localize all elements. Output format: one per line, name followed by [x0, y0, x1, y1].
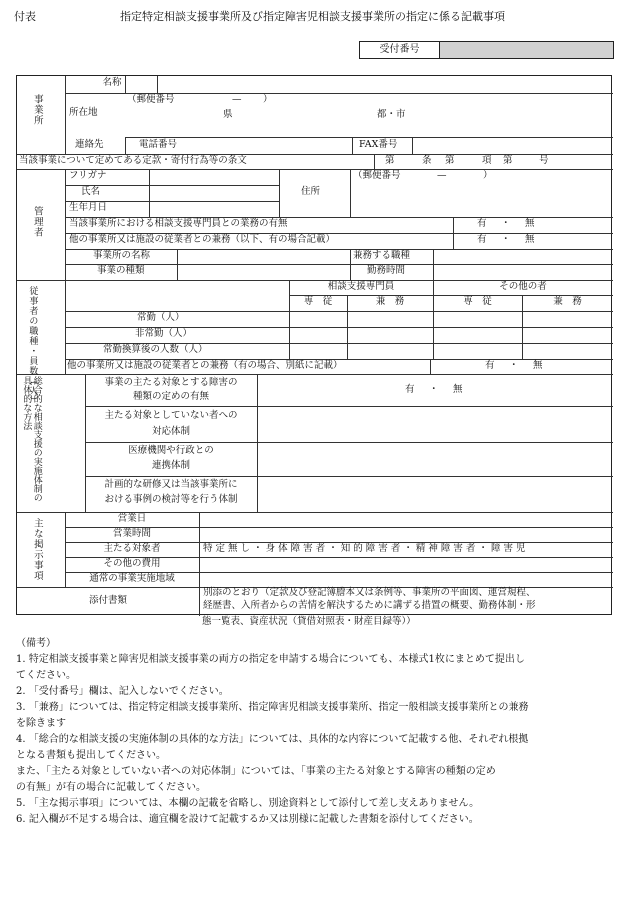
system-q1-line2: 種類の定めの有無 [132, 391, 209, 402]
receipt-number-field[interactable] [440, 42, 613, 58]
article-jo: 条 [422, 155, 432, 166]
manager-postal-dash: — [437, 170, 447, 181]
notice-service-area: 通常の事業実施地域 [89, 573, 175, 584]
attachments-line-3: 態一覧表、資産状況（貸借対照表・財産目録等）） [202, 616, 416, 627]
q1-ari[interactable]: 有 [477, 218, 487, 229]
q1-nashi[interactable]: 無 [525, 218, 535, 229]
phone-label: 電話番号 [139, 139, 178, 150]
manager-postal-close: ） [483, 170, 493, 181]
q1-dot: ・ [501, 218, 511, 229]
q2-nashi[interactable]: 無 [525, 234, 535, 245]
article-ko: 項 [482, 155, 492, 166]
application-form-table [16, 75, 612, 615]
manager-postal-label: （郵便番号 [353, 170, 401, 181]
notes-block [16, 636, 616, 828]
office-section-label: 事業所 [31, 94, 43, 126]
system-q3-line1: 医療機関や行政との [128, 445, 214, 456]
staff-dot: ・ [509, 360, 519, 371]
note-line: 4. 「総合的な相談支援の実施体制の具体的な方法」については、具体的な内容について記載する他、それぞれ根拠 [16, 734, 529, 745]
birth-date-label: 生年月日 [69, 202, 108, 213]
other-office-type-label: 事業の種類 [97, 265, 145, 276]
other-fulltime-label: 専 従 [463, 296, 492, 307]
staff-concurrent-label: 他の事業所又は施設の従業者との兼務（有の場合、別紙に記載） [67, 360, 343, 371]
consultant-fulltime-label: 専 従 [303, 296, 333, 307]
note-line: てください。 [16, 670, 76, 681]
office-postal-dash: — [232, 94, 242, 105]
concurrent-job-label: 兼務する職種 [353, 250, 411, 261]
system-section-label: 総合的な相談支援の実施体制の具体的な方法 [21, 376, 42, 502]
note-line: 5. 「主な掲示事項」については、本欄の記載を省略し、別途資料として添付して差し支えありません。 [16, 798, 480, 809]
attachments-line-2: 経歴書、入所者からの苦情を解決するために講ずる措置の概要、勤務体制・形 [203, 600, 536, 611]
contact-label: 連絡先 [75, 139, 104, 150]
notice-section-label: 主な掲示事項 [31, 518, 43, 581]
notice-business-days: 営業日 [117, 513, 147, 524]
staff-section-label: 従事者の職種・員数（人） [27, 286, 38, 406]
furigana-label: フリガナ [69, 170, 107, 181]
office-name-label: 名称 [102, 77, 122, 88]
staff-row-parttime: 非常勤（人） [135, 328, 193, 339]
attachments-line-1: 別添のとおり（定款及び登記簿謄本又は条例等、事業所の平面図、運営規程、 [203, 587, 536, 598]
note-line: を除きます [16, 718, 66, 729]
article-go: 号 [539, 155, 549, 166]
note-line: の有無」が有の場合に記載してください。 [16, 782, 206, 793]
manager-q2: 他の事業所又は施設の従業者との兼務（以下、有の場合記載） [69, 234, 336, 245]
office-postal-label: （郵便番号 [127, 94, 175, 105]
note-line: 1. 特定相談支援事業と障害児相談支援事業の両方の指定を申請する場合についても、本様式1枚にまとめて提出し [16, 654, 525, 665]
attachments-label: 添付書類 [88, 595, 127, 606]
form-label: 付表 [14, 10, 36, 23]
system-q4-line2: おける事例の検討等を行う体制 [104, 494, 238, 505]
receipt-number-label: 受付番号 [360, 42, 440, 58]
target-options[interactable]: 特 定 無 し ・ 身 体 障 害 者 ・ 知 的 障 害 者 ・ 精 神 障 害 者 ・ 障 害 児 [203, 543, 526, 554]
office-postal-close: ） [263, 94, 273, 105]
other-office-name-label: 事業所の名称 [93, 250, 151, 261]
article-dai-1: 第 [385, 155, 395, 166]
notice-main-target: 主たる対象者 [103, 543, 161, 554]
note-line: 3. 「兼務」については、指定特定相談支援事業所、指定障害児相談支援事業所、指定一般相談支援事業所との兼務 [16, 702, 529, 713]
manager-name-label: 氏名 [81, 186, 101, 197]
q2-ari[interactable]: 有 [477, 234, 487, 245]
articles-label: 当該事業について定めてある定款・寄付行為等の条文 [19, 155, 247, 166]
staff-nashi[interactable]: 無 [533, 360, 543, 371]
note-line: また、「主たる対象としていない者への対応体制」については、「事業の主たる対象とする障害の種類の定め [16, 766, 496, 777]
city-label: 都・市 [377, 109, 406, 120]
other-staff-group-label: その他の者 [499, 281, 547, 292]
article-dai-3: 第 [503, 155, 513, 166]
note-line: 2. 「受付番号」欄は、記入しないでください。 [16, 686, 229, 697]
other-concurrent-label: 兼 務 [553, 296, 582, 307]
system-dot: ・ [429, 384, 439, 395]
work-hours-label: 勤務時間 [367, 265, 406, 276]
system-q2-line1: 主たる対象としていない者への [104, 410, 238, 421]
system-q2-line2: 対応体制 [151, 426, 190, 437]
manager-address-label: 住所 [301, 186, 321, 197]
notes-heading: （備考） [16, 638, 56, 649]
staff-ari[interactable]: 有 [485, 360, 495, 371]
manager-q1: 当該事業所における相談支援専門員との業務の有無 [69, 218, 288, 229]
system-q3-line2: 連携体制 [151, 460, 190, 471]
consultant-concurrent-label: 兼 務 [375, 296, 405, 307]
consultant-group-label: 相談支援専門員 [327, 281, 395, 292]
article-dai-2: 第 [445, 155, 455, 166]
notice-business-hours: 営業時間 [112, 528, 151, 539]
office-address-label: 所在地 [69, 107, 98, 118]
q2-dot: ・ [501, 234, 511, 245]
fax-label: FAX番号 [359, 139, 398, 150]
prefecture-label: 県 [223, 109, 233, 120]
staff-row-fte: 常勤換算後の人数（人） [103, 344, 208, 355]
system-nashi[interactable]: 無 [453, 384, 463, 395]
page-title: 指定特定相談支援事業所及び指定障害児相談支援事業所の指定に係る記載事項 [120, 10, 505, 23]
system-q1-line1: 事業の主たる対象とする障害の [104, 377, 238, 388]
note-line: 6. 記入欄が不足する場合は、適宜欄を設けて記載するか又は別様に記載した書類を添付してください。 [16, 814, 479, 825]
system-q4-line1: 計画的な研修又は当該事業所に [104, 479, 238, 490]
note-line: となる書類も提出してください。 [16, 750, 166, 761]
staff-row-fulltime: 常勤（人） [137, 312, 185, 323]
manager-section-label: 管理者 [31, 206, 43, 238]
receipt-number-box [359, 41, 614, 59]
system-ari[interactable]: 有 [405, 384, 415, 395]
notice-other-fees: その他の費用 [103, 558, 161, 569]
